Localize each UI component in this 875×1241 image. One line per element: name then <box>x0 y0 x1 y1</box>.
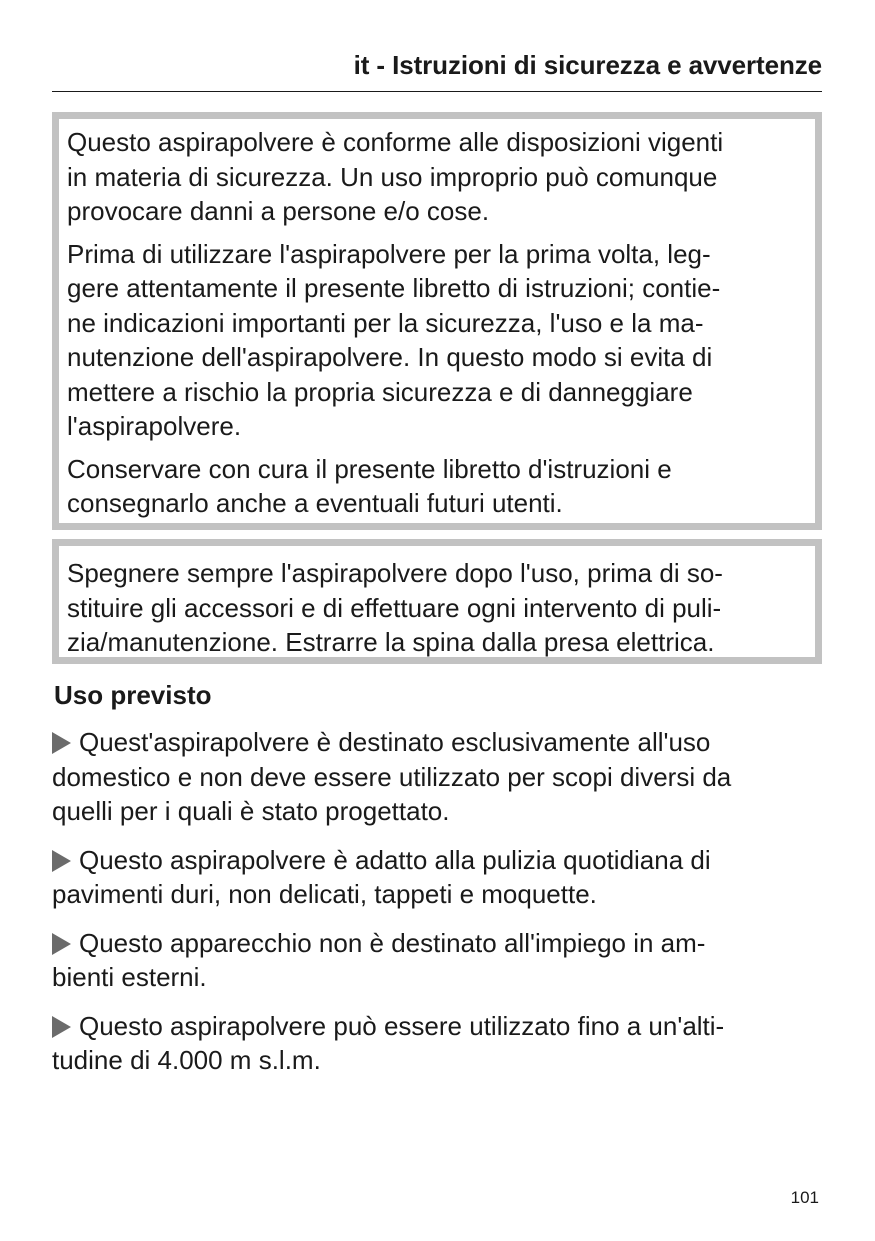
text-line: Questo apparecchio non è destinato all'impiego in am- <box>79 927 706 958</box>
text-line-with-bullet <box>52 725 827 760</box>
notice-paragraph-3 <box>67 452 807 521</box>
text-line-with-bullet <box>52 1009 827 1044</box>
triangle-right-icon <box>52 732 71 754</box>
text-line: gere attentamente il presente libretto di istruzioni; contie- <box>67 273 721 303</box>
safety-notice-box <box>52 112 822 530</box>
text-line: Questo aspirapolvere è conforme alle disposizioni vigenti <box>67 127 724 157</box>
notice-paragraph-1 <box>67 125 807 229</box>
text-line: provocare danni a persone e/o cose. <box>67 196 490 226</box>
text-line: tudine di 4.000 m s.l.m. <box>52 1045 321 1075</box>
text-line: nutenzione dell'aspirapolvere. In questo modo si evita di <box>67 342 713 372</box>
text-line: Questo aspirapolvere può essere utilizzato fino a un'alti- <box>79 1010 725 1041</box>
text-line-with-bullet <box>52 926 827 961</box>
triangle-right-icon <box>52 933 71 955</box>
text-line: in materia di sicurezza. Un uso improprio può comunque <box>67 161 718 192</box>
text-line: Prima di utilizzare l'aspirapolvere per la prima volta, leg- <box>67 238 711 269</box>
triangle-right-icon <box>52 1016 71 1038</box>
warning-box <box>52 539 822 664</box>
text-line: quelli per i quali è stato progettato. <box>52 796 450 826</box>
section-heading-intended-use: Uso previsto <box>54 680 212 710</box>
list-item <box>52 1009 827 1078</box>
text-line: zia/manutenzione. Estrarre la spina dalla presa elettrica. <box>67 627 715 657</box>
text-line: Spegnere sempre l'aspirapolvere dopo l'uso, prima di so- <box>67 558 723 588</box>
text-line: domestico e non deve essere utilizzato per scopi diversi da <box>52 761 732 792</box>
page-number: 101 <box>790 1188 819 1207</box>
text-line: Conservare con cura il presente libretto d'istruzioni e <box>67 453 672 484</box>
text-line-with-bullet <box>52 843 827 878</box>
page-header <box>52 46 822 92</box>
text-line: Questo aspirapolvere è adatto alla pulizia quotidiana di <box>79 844 711 875</box>
text-line: consegnarlo anche a eventuali futuri utenti. <box>67 488 563 518</box>
text-line: stituire gli accessori e di effettuare ogni intervento di puli- <box>67 592 722 623</box>
text-line: mettere a rischio la propria sicurezza e di danneggiare <box>67 376 693 407</box>
list-item <box>52 843 827 912</box>
text-line: l'aspirapolvere. <box>67 411 242 441</box>
text-line: bienti esterni. <box>52 962 207 992</box>
list-item <box>52 725 827 829</box>
text-line: ne indicazioni importanti per la sicurezza, l'uso e la ma- <box>67 307 704 338</box>
warning-paragraph <box>67 556 807 660</box>
text-line: pavimenti duri, non delicati, tappeti e moquette. <box>52 879 597 909</box>
text-line: Quest'aspirapolvere è destinato esclusivamente all'uso <box>79 727 711 757</box>
list-item <box>52 926 827 995</box>
intended-use-list <box>52 725 827 1092</box>
header-title: it - Istruzioni di sicurezza e avvertenze <box>353 50 822 80</box>
notice-paragraph-2 <box>67 237 807 444</box>
triangle-right-icon <box>52 850 71 872</box>
